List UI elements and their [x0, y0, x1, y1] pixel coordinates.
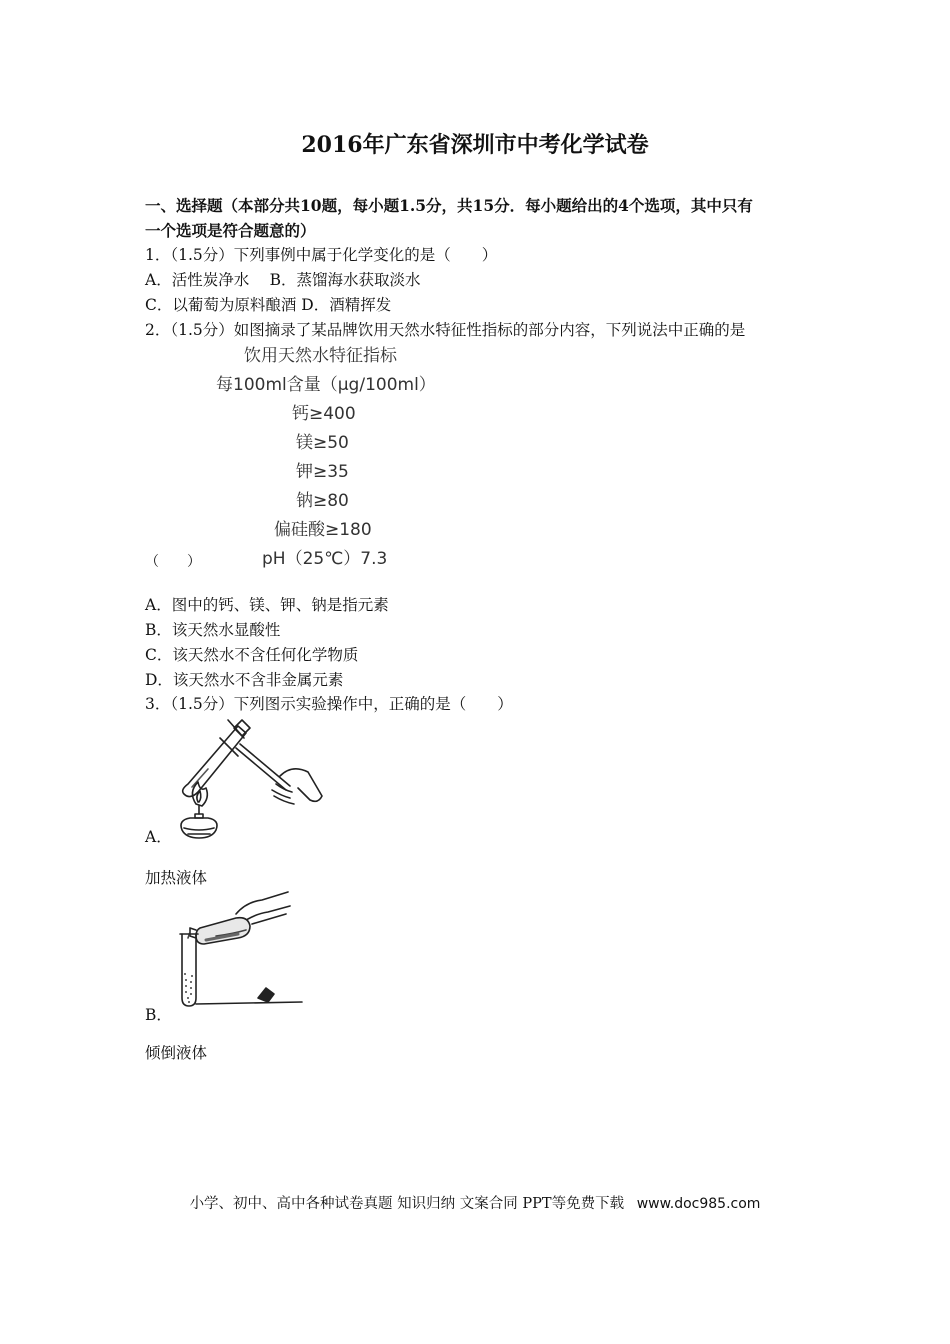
question-2-option-c: C．该天然水不含任何化学物质: [145, 646, 359, 664]
footer: [0, 1192, 950, 1213]
page-title: 2016年广东省深圳市中考化学试卷: [301, 132, 649, 158]
question-3-option-a-letter: A．: [145, 828, 172, 846]
figure-ph: pH（25℃）7.3: [262, 549, 388, 569]
heating-liquid-figure: [168, 712, 328, 840]
figure-heading: 饮用天然水特征指标: [244, 346, 397, 366]
question-2-stem: 2．（1.5分）如图摘录了某品牌饮用天然水特征性指标的部分内容，下列说法中正确的是: [145, 321, 746, 339]
section-heading-line2: 一个选项是符合题意的）: [145, 221, 316, 240]
question-2-paren: （ ）: [145, 554, 201, 570]
pouring-liquid-figure: [176, 884, 308, 1012]
question-1-options-cd: C．以葡萄为原料酿酒 D．酒精挥发: [145, 296, 392, 314]
question-2-option-d: D．该天然水不含非金属元素: [145, 671, 344, 689]
question-2-option-b: B．该天然水显酸性: [145, 621, 281, 639]
question-3-option-b-letter: B．: [145, 1006, 172, 1024]
footer-text: 小学、初中、高中各种试卷真题 知识归纳 文案合同 PPT等免费下载: [189, 1196, 625, 1212]
question-3-stem: 3．（1.5分）下列图示实验操作中，正确的是（ ）: [145, 695, 513, 713]
figure-sodium: 钠≥80: [296, 491, 349, 511]
question-1-options-ab: A．活性炭净水 B．蒸馏海水获取淡水: [145, 271, 421, 289]
section-heading-line1: 一、选择题（本部分共10题，每小题1.5分，共15分．每小题给出的4个选项，其中只有: [145, 196, 753, 215]
question-2-option-a: A．图中的钙、镁、钾、钠是指元素: [145, 596, 389, 614]
figure-unit-line: 每100ml含量（μg/100ml）: [216, 375, 436, 395]
figure-calcium: 钙≥400: [292, 404, 356, 424]
figure-metasilicic-acid: 偏硅酸≥180: [274, 520, 372, 540]
question-3-option-b-caption: 倾倒液体: [145, 1044, 208, 1062]
footer-url[interactable]: www.doc985.com: [636, 1196, 761, 1212]
question-1-stem: 1．（1.5分）下列事例中属于化学变化的是（ ）: [145, 246, 498, 264]
figure-potassium: 钾≥35: [296, 462, 349, 482]
question-3-option-a-caption: 加热液体: [145, 869, 208, 887]
figure-magnesium: 镁≥50: [296, 433, 349, 453]
